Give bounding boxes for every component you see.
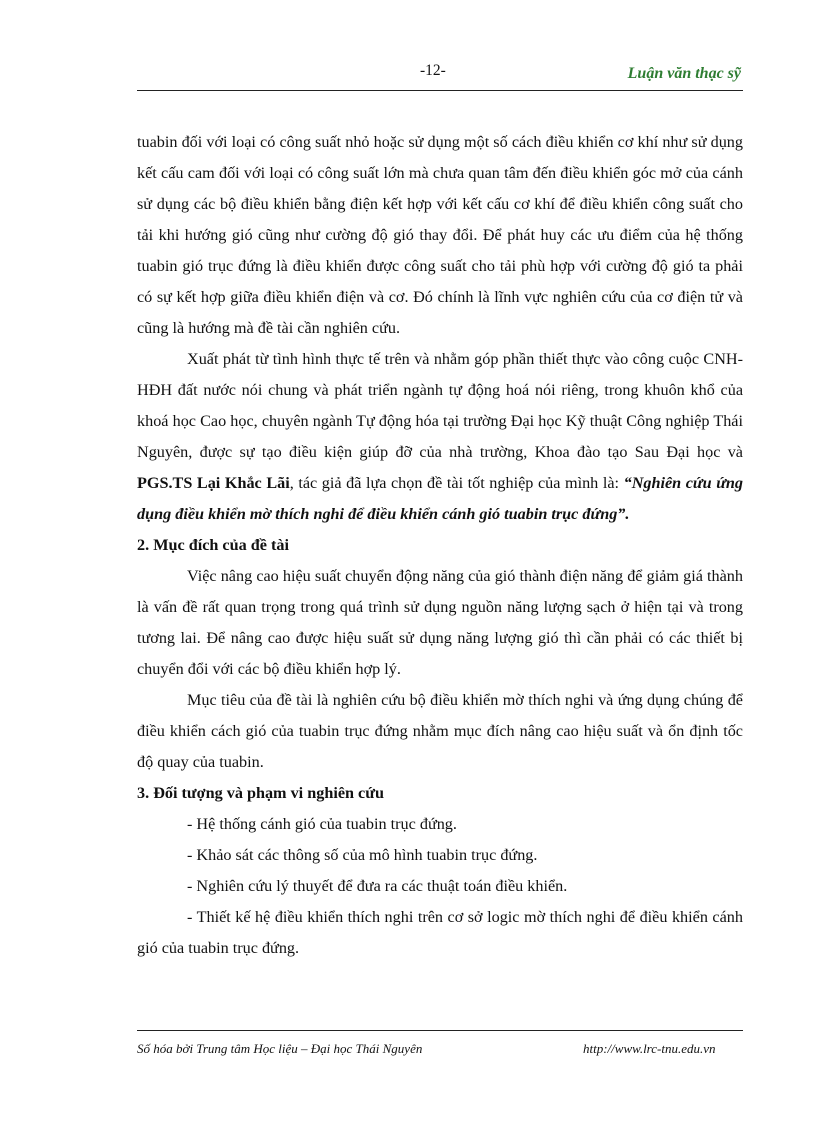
motivation-text-cont: , tác giả đã lựa chọn đề tài tốt nghiệp của mình là: <box>289 474 624 492</box>
section-heading-scope: 3. Đối tượng và phạm vi nghiên cứu <box>137 784 384 802</box>
list-item: - Khảo sát các thông số của mô hình tuabin trục đứng. <box>187 846 538 864</box>
page-header <box>137 60 743 92</box>
document-body <box>137 127 743 964</box>
footer-url: http://www.lrc-tnu.edu.vn <box>583 1041 716 1056</box>
paragraph-intro-continued: tuabin đối với loại có công suất nhỏ hoặc sử dụng một số cách điều khiển cơ khí như sử dụng kết cấu cam đối với loại có công suất lớn mà chưa quan tâm đến điều khiển góc mở của cánh sử dụng các bộ điều khiển bằng điện kết hợp với kết cấu cơ khí để điều khiển công suất cho tải khi hướng gió cũng như cường độ gió thay đổi. Để phát huy các ưu điểm của hệ thống tuabin gió trục đứng là điều khiển được công suất cho tải phù hợp với cường độ gió ta phải có sự kết hợp giữa điều khiển điện và cơ. Đó chính là lĩnh vực nghiên cứu của cơ điện tử và cũng là hướng mà đề tài cần nghiên cứu. <box>137 133 743 337</box>
header-divider <box>137 90 743 91</box>
paragraph-motivation <box>137 344 743 530</box>
paragraph-purpose-2: Mục tiêu của đề tài là nghiên cứu bộ điều khiển mờ thích nghi và ứng dụng chúng để điều khiển cách gió của tuabin trục đứng nhằm mục đích nâng cao hiệu suất và ổn định tốc độ quay của tuabin. <box>137 691 743 771</box>
list-item: - Nghiên cứu lý thuyết để đưa ra các thuật toán điều khiển. <box>187 877 568 895</box>
list-item: - Thiết kế hệ điều khiển thích nghi trên cơ sở logic mờ thích nghi để điều khiển cánh gió của tuabin trục đứng. <box>137 908 743 957</box>
footer-source: Số hóa bởi Trung tâm Học liệu – Đại học Thái Nguyên <box>137 1041 423 1056</box>
section-heading-purpose: 2. Mục đích của đề tài <box>137 536 289 554</box>
list-item: - Hệ thống cánh gió của tuabin trục đứng. <box>187 815 457 833</box>
advisor-name: PGS.TS Lại Khắc Lãi <box>137 474 290 492</box>
motivation-text: Xuất phát từ tình hình thực tế trên và nhằm góp phần thiết thực vào công cuộc CNH-HĐH đất nước nói chung và phát triển ngành tự động hoá nói riêng, trong khuôn khổ của khoá học Cao học, chuyên ngành Tự động hóa tại trường Đại học Kỹ thuật Công nghiệp Thái Nguyên, được sự tạo điều kiện giúp đỡ của nhà trường, Khoa đào tạo Sau Đại học và <box>137 350 743 461</box>
page-number: -12- <box>420 62 446 79</box>
paragraph-purpose-1: Việc nâng cao hiệu suất chuyển động năng của gió thành điện năng để giảm giá thành là vấn đề rất quan trọng trong quá trình sử dụng nguồn năng lượng sạch ở hiện tại và trong tương lai. Để nâng cao được hiệu suất sử dụng năng lượng gió thì cần phải có các thiết bị chuyển đổi với các bộ điều khiển hợp lý. <box>137 567 743 678</box>
footer-divider <box>137 1030 743 1031</box>
thesis-title: “Nghiên cứu ứng dụng điều khiển mờ thích nghi để điều khiển cánh gió tuabin trục đứng”. <box>137 474 743 523</box>
running-title: Luận văn thạc sỹ <box>627 65 741 82</box>
